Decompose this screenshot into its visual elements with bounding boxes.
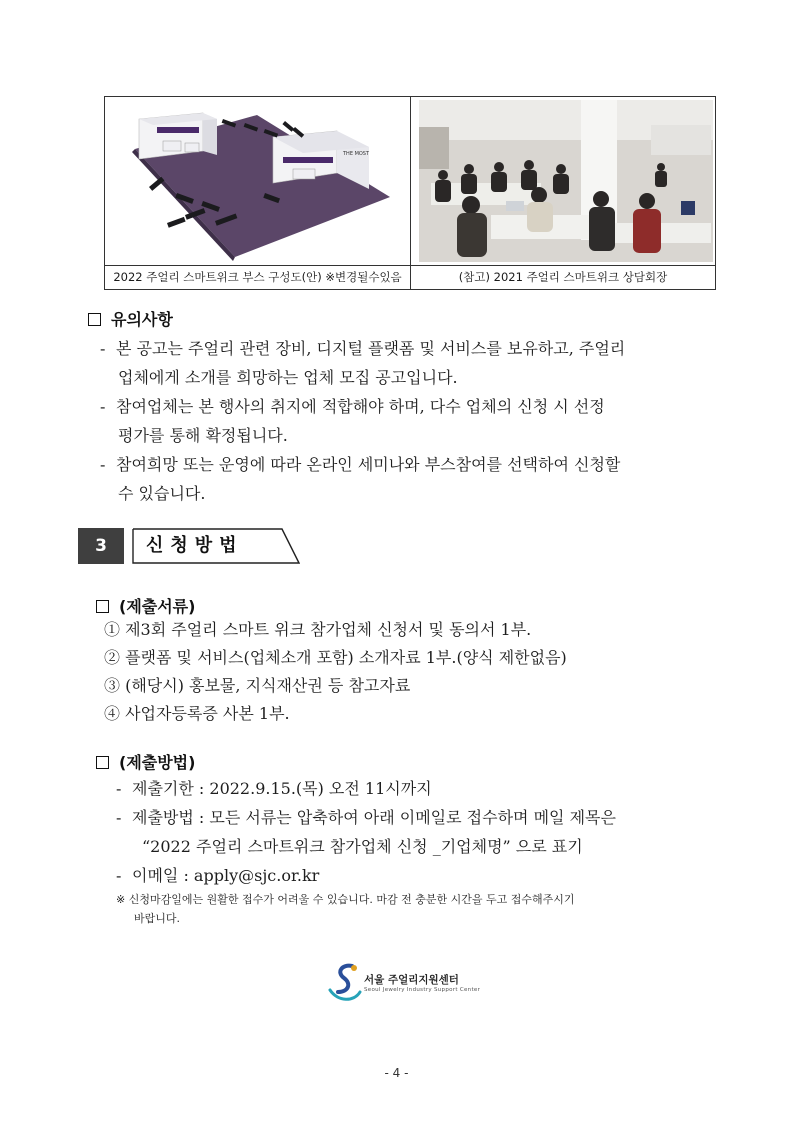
notice-heading xyxy=(88,307,173,330)
notice-list xyxy=(100,334,730,508)
how-line-cont: “2022 주얼리 스마트위크 참가업체 신청 _기업체명” 으로 표기 xyxy=(142,837,583,856)
notice-item-line: 참여희망 또는 운영에 따라 온라인 세미나와 부스참여를 선택하여 신청할 xyxy=(116,455,621,474)
documents-title: (제출서류) xyxy=(119,597,196,616)
logo-name: 서울 주얼리지원센터 xyxy=(364,974,459,986)
logo-subtitle: Seoul Jewelry Industry Support Center xyxy=(364,987,481,993)
method-heading xyxy=(96,750,195,773)
booth-sign: THE MOST xyxy=(343,151,370,157)
notice-title: 유의사항 xyxy=(111,310,173,329)
notice-item-cont: 업체에게 소개를 희망하는 업체 모집 공고입니다. xyxy=(118,368,458,387)
page-number: - 4 - xyxy=(384,1066,409,1080)
hall-caption: (참고) 2021 주얼리 스마트위크 상담회장 xyxy=(411,265,715,289)
document-item: ① 제3회 주얼리 스마트 위크 참가업체 신청서 및 동의서 1부. xyxy=(104,620,532,639)
notice-item-line: 참여업체는 본 행사의 취지에 적합해야 하며, 다수 업체의 신청 시 선정 xyxy=(116,397,605,416)
photo-table xyxy=(104,96,716,290)
note-line-cont: 바랍니다. xyxy=(134,912,181,925)
consultation-hall-illustration xyxy=(411,97,714,265)
documents-heading xyxy=(96,594,195,617)
sjc-logo-icon xyxy=(328,962,362,1002)
email-text[interactable]: 이메일 : apply@sjc.or.kr xyxy=(132,866,320,885)
section-title-box xyxy=(132,528,300,564)
documents-list xyxy=(104,616,567,728)
section-number: 3 xyxy=(78,528,124,564)
booth-layout-image xyxy=(105,97,411,265)
notice-item: - 참여업체는 본 행사의 취지에 적합해야 하며, 다수 업체의 신청 시 선정 xyxy=(100,397,605,416)
how-line: - 제출방법 : 모든 서류는 압축하여 아래 이메일로 접수하며 메일 제목은 xyxy=(116,808,616,827)
how-text: 제출방법 : 모든 서류는 압축하여 아래 이메일로 접수하며 메일 제목은 xyxy=(132,808,616,827)
booth-caption: 2022 주얼리 스마트위크 부스 구성도(안) ※변경될수있음 xyxy=(105,265,411,289)
notice-item: - 본 공고는 주얼리 관련 장비, 디지털 플랫폼 및 서비스를 보유하고, 주얼리 xyxy=(100,339,626,358)
method-list xyxy=(116,774,726,890)
consultation-hall-photo xyxy=(411,97,715,265)
note-line: ※ 신청마감일에는 원활한 접수가 어려울 수 있습니다. 마감 전 충분한 시간을 두고 접수해주시기 xyxy=(116,893,575,906)
document-item: ④ 사업자등록증 사본 1부. xyxy=(104,704,290,723)
notice-item-line: 본 공고는 주얼리 관련 장비, 디지털 플랫폼 및 서비스를 보유하고, 주얼리 xyxy=(116,339,626,358)
deadline-note xyxy=(116,890,726,928)
email-line: - 이메일 : apply@sjc.or.kr xyxy=(116,866,320,885)
deadline-text: 제출기한 : 2022.9.15.(목) 오전 11시까지 xyxy=(132,779,432,798)
booth-layout-illustration xyxy=(105,97,410,265)
sjc-logo xyxy=(328,962,481,1004)
section-title: 신청방법 xyxy=(146,535,244,556)
notice-item-cont: 평가를 통해 확정됩니다. xyxy=(118,426,288,445)
document-item: ② 플랫폼 및 서비스(업체소개 포함) 소개자료 1부.(양식 제한없음) xyxy=(104,648,567,667)
method-title: (제출방법) xyxy=(119,753,196,772)
checkbox-square-icon xyxy=(88,313,101,326)
notice-item-cont: 수 있습니다. xyxy=(118,484,206,503)
deadline-line: - 제출기한 : 2022.9.15.(목) 오전 11시까지 xyxy=(116,779,432,798)
document-item: ③ (해당시) 홍보물, 지식재산권 등 참고자료 xyxy=(104,676,411,695)
checkbox-square-icon xyxy=(96,600,109,613)
notice-item: - 참여희망 또는 운영에 따라 온라인 세미나와 부스참여를 선택하여 신청할 xyxy=(100,455,621,474)
checkbox-square-icon xyxy=(96,756,109,769)
